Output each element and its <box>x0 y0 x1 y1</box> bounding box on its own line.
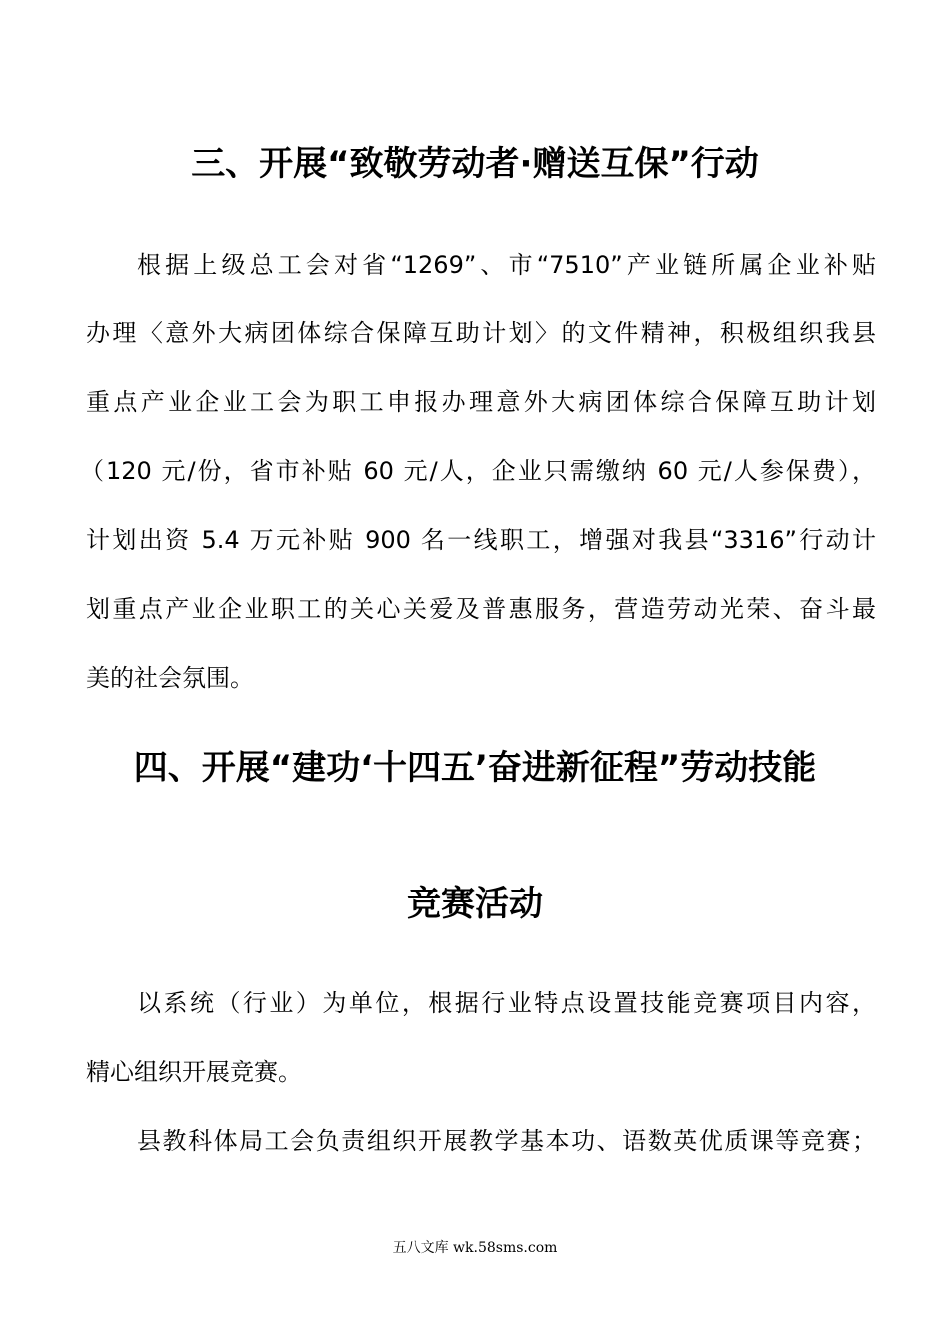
section-4-heading-line-2: 竞赛活动 <box>407 884 543 924</box>
footer-watermark: 五八文库 wk.58sms.com <box>392 1240 558 1256</box>
section-4-heading-line-1: 四、开展“建功‘十四五’奋进新征程”劳动技能 <box>133 748 817 788</box>
section-3-line-3: 重点产业企业工会为职工申报办理意外大病团体综合保障互助计划 <box>86 388 876 416</box>
section-3-line-7: 美的社会氛围。 <box>86 664 254 692</box>
section-4-para-1-line-1: 以系统（行业）为单位，根据行业特点设置技能竞赛项目内容， <box>137 989 876 1017</box>
section-3-line-1: 根据上级总工会对省“1269”、市“7510”产业链所属企业补贴 <box>137 251 876 279</box>
section-3-line-4: （120 元/份，省市补贴 60 元/人，企业只需缴纳 60 元/人参保费）， <box>80 457 876 485</box>
section-4-para-2-line-1: 县教科体局工会负责组织开展教学基本功、语数英优质课等竞赛； <box>137 1127 876 1155</box>
section-4-para-1-line-2: 精心组织开展竞赛。 <box>86 1058 302 1086</box>
section-3-heading: 三、开展“致敬劳动者·赠送互保”行动 <box>191 144 759 184</box>
section-3-line-5: 计划出资 5.4 万元补贴 900 名一线职工，增强对我县“3316”行动计 <box>86 526 876 554</box>
section-3-line-6: 划重点产业企业职工的关心关爱及普惠服务，营造劳动光荣、奋斗最 <box>86 595 876 623</box>
section-3-line-2: 办理〈意外大病团体综合保障互助计划〉的文件精神，积极组织我县 <box>86 319 876 347</box>
